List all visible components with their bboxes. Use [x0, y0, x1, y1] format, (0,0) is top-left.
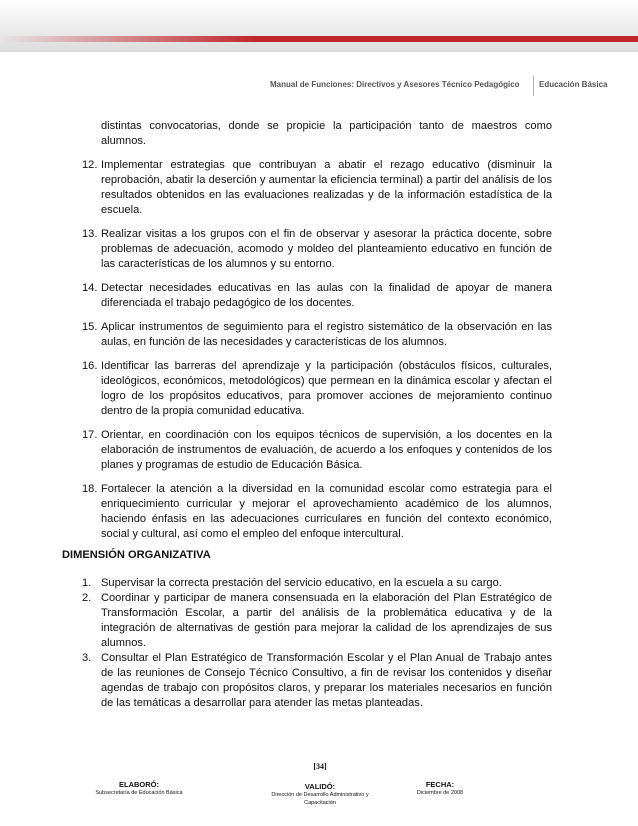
- footer-valido-value-line2: Capacitación: [304, 800, 336, 806]
- list-item: [82, 576, 552, 591]
- function-list-organizativa: [82, 576, 552, 711]
- item-text: Orientar, en coordinación con los equipos técnicos de supervisión, a los docentes en la elaboración de instrumentos de evaluación, de acuerdo a los enfoques y contenidos de los planes y programas de estudio de Educación Básica.: [101, 429, 552, 471]
- list-item: [82, 227, 552, 272]
- page-number: [34]: [313, 762, 327, 771]
- footer-elaboro-label: ELABORÓ:: [119, 780, 159, 789]
- footer-elaboro-value: Subsecretaría de Educación Básica: [95, 790, 183, 796]
- list-item: [82, 281, 552, 311]
- header-red-stripe: [0, 36, 638, 42]
- item-number: 13.: [82, 228, 98, 240]
- continuation-paragraph: distintas convocatorias, donde se propicie la participación tanto de maestros como alumnos.: [101, 120, 552, 147]
- footer-fecha-value: Diciembre de 2008: [416, 790, 464, 796]
- section-heading: DIMENSIÓN ORGANIZATIVA: [62, 549, 211, 561]
- header-section: Educación Básica: [539, 80, 608, 89]
- item-text: Consultar el Plan Estratégico de Transformación Escolar y el Plan Anual de Trabajo antes de las reuniones de Consejo Técnico Consultivo, a fin de revisar los contenidos y diseñar agendas de trabajo con propósitos claros, y preparar los materiales necesarios en función de las temáticas a desarrollar para atender las metas planteadas.: [101, 652, 552, 709]
- list-item: [82, 359, 552, 419]
- item-number: 1.: [82, 577, 92, 589]
- item-number: 3.: [82, 652, 92, 664]
- item-text: Supervisar la correcta prestación del servicio educativo, en la escuela a su cargo.: [101, 577, 502, 589]
- item-text: Identificar las barreras del aprendizaje y la participación (obstáculos físicos, culturales, ideológicos, económicos, metodológicos) que permean en la dinámica escolar y afectan el logro de los propósitos educativos, para promover acciones de mejoramiento continuo dentro de la propia comunidad educativa.: [101, 360, 552, 417]
- item-text: Detectar necesidades educativas en las aulas con la finalidad de apoyar de manera diferenciada el trabajo pedagógico de los docentes.: [101, 282, 552, 309]
- item-number: 17.: [82, 429, 98, 441]
- footer-valido-value: Dirección de Desarrollo Administrativo y: [271, 792, 369, 798]
- list-item: [82, 320, 552, 350]
- header-band: [0, 0, 638, 52]
- list-item: [82, 428, 552, 473]
- list-item: [82, 651, 552, 711]
- item-number: 2.: [82, 592, 92, 604]
- footer-valido-label: VALIDÓ:: [304, 782, 336, 791]
- item-number: 15.: [82, 321, 98, 333]
- list-item: [82, 482, 552, 542]
- item-number: 16.: [82, 360, 98, 372]
- header-title: Manual de Funciones: Directivos y Asesores Técnico Pedagógico: [270, 80, 520, 89]
- footer-fecha-label: FECHA:: [425, 780, 455, 789]
- item-text: Coordinar y participar de manera consensuada en la elaboración del Plan Estratégico de Transformación Escolar, a partir del análisis de la problemática educativa y de la integración de alternativas de gestión para mejorar la calidad de los aprendizajes de sus alumnos.: [101, 592, 552, 649]
- item-text: Realizar visitas a los grupos con el fin de observar y asesorar la práctica docente, sobre problemas de adecuación, acomodo y moldeo del planteamiento educativo en función de las características de los alumnos y su entorno.: [101, 228, 552, 270]
- list-item: [82, 591, 552, 651]
- item-text: Fortalecer la atención a la diversidad en la comunidad escolar como estrategia para el enriquecimiento curricular y mejorar el aprovechamiento académico de los alumnos, haciendo énfasis en las adecuaciones curriculares en función del contexto económico, social y cultural, así como el empleo del enfoque intercultural.: [101, 483, 552, 540]
- item-number: 12.: [82, 159, 98, 171]
- item-number: 18.: [82, 483, 98, 495]
- function-list-top: [82, 119, 552, 542]
- item-text: Aplicar instrumentos de seguimiento para el registro sistemático de la observación en las aulas, en función de las necesidades y características de los alumnos.: [101, 321, 552, 348]
- list-item: [82, 158, 552, 218]
- item-number: 14.: [82, 282, 98, 294]
- header-divider: [533, 76, 534, 96]
- item-text: Implementar estrategias que contribuyan a abatir el rezago educativo (disminuir la reprobación, abatir la deserción y aumentar la eficiencia terminal) a partir del análisis de los resultados obtenidos en las evaluaciones realizadas y de la información estadística de la escuela.: [101, 159, 552, 216]
